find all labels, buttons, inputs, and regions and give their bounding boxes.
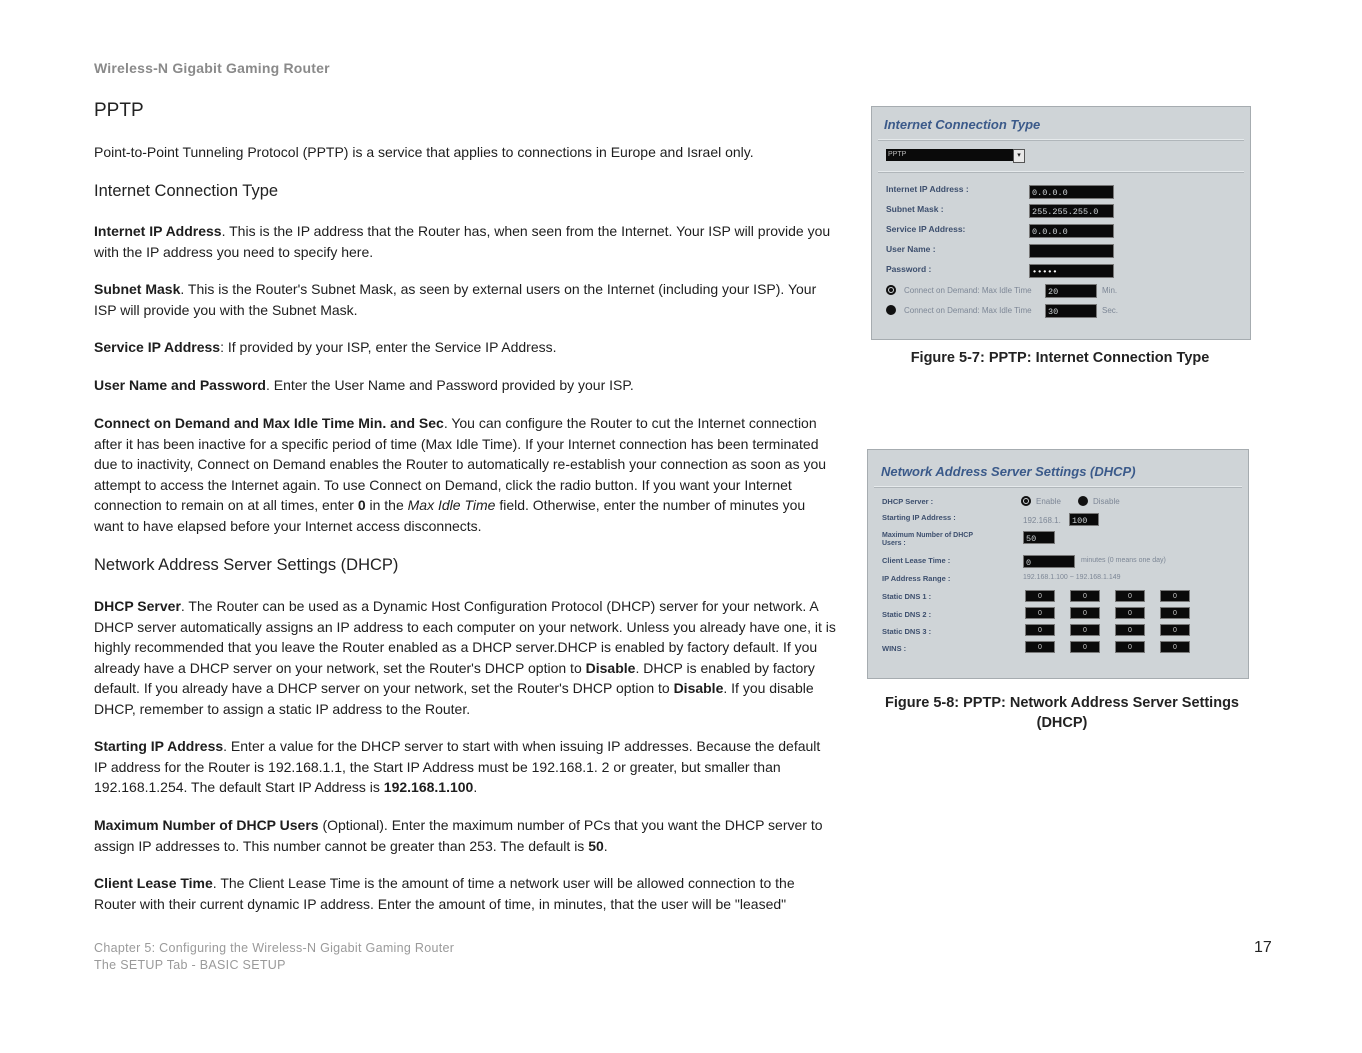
internet-ip-input[interactable]: 0.0.0.0 bbox=[1029, 185, 1114, 199]
label-user-name: User Name : bbox=[886, 244, 936, 254]
figure-internet-connection-type bbox=[871, 106, 1251, 340]
label-password: Password : bbox=[886, 264, 932, 274]
term-max-dhcp-users: Maximum Number of DHCP Users bbox=[94, 817, 319, 833]
label-subnet-mask: Subnet Mask : bbox=[886, 204, 944, 214]
label-static-dns-3: Static DNS 3 : bbox=[882, 627, 932, 636]
redial-sec-input[interactable]: 30 bbox=[1045, 304, 1097, 318]
page-number: 17 bbox=[1254, 939, 1272, 956]
para-service-ip bbox=[94, 337, 836, 358]
para-dhcp-server bbox=[94, 596, 836, 719]
dns3-octet[interactable]: 0 bbox=[1070, 624, 1100, 636]
text: : If provided by your ISP, enter the Service IP Address. bbox=[220, 339, 557, 355]
value-zero: 0 bbox=[357, 497, 366, 513]
label-dhcp-server: DHCP Server : bbox=[882, 497, 934, 506]
wins-octet[interactable]: 0 bbox=[1160, 641, 1190, 653]
unit-min: Min. bbox=[1102, 286, 1118, 295]
value-disable: Disable bbox=[585, 659, 636, 676]
label-keep-alive: Connect on Demand: Max Idle Time bbox=[904, 306, 1032, 315]
value-default-start-ip: 192.168.1.100 bbox=[383, 779, 474, 795]
service-ip-input[interactable]: 0.0.0.0 bbox=[1029, 224, 1114, 238]
label-starting-ip: Starting IP Address : bbox=[882, 513, 956, 522]
label-static-dns-2: Static DNS 2 : bbox=[882, 610, 932, 619]
figure-caption-5-8: Figure 5-8: PPTP: Network Address Server Settings (DHCP) bbox=[884, 695, 1239, 731]
dns1-octet[interactable]: 0 bbox=[1070, 590, 1100, 602]
figure-title: Network Address Server Settings (DHCP) bbox=[881, 464, 1136, 479]
text: . This is the IP address that the Router has, when seen from the Internet. Your ISP will provide you with the IP address you need to specify here. bbox=[94, 223, 831, 260]
dns2-octet[interactable]: 0 bbox=[1115, 607, 1145, 619]
para-starting-ip bbox=[94, 736, 836, 798]
term-subnet-mask: Subnet Mask bbox=[94, 281, 181, 297]
divider bbox=[878, 139, 1244, 141]
dns2-octet[interactable]: 0 bbox=[1070, 607, 1100, 619]
wins-row bbox=[1025, 641, 1190, 653]
heading-network-address-server-settings: Network Address Server Settings (DHCP) bbox=[94, 556, 399, 574]
term-user-name: User Name and Password bbox=[94, 377, 266, 393]
label-internet-ip: Internet IP Address : bbox=[886, 184, 969, 194]
text: (Optional). Enter the maximum number of PCs that you want the DHCP server to assign IP addresses to. This number cannot be greater than 253. The default is bbox=[94, 817, 823, 854]
page-footer bbox=[94, 940, 454, 974]
lease-time-note: minutes (0 means one day) bbox=[1081, 557, 1166, 564]
starting-ip-input[interactable]: 100 bbox=[1069, 513, 1099, 526]
para-max-dhcp-users bbox=[94, 815, 836, 856]
text: field. Otherwise, enter the number of minutes you want to have elapsed before your Internet access disconnects. bbox=[94, 497, 806, 534]
text: . This is the Router's Subnet Mask, as seen by external users on the Internet (including your ISP). Your ISP will provide you with the Subnet Mask. bbox=[94, 281, 817, 318]
label-disable: Disable bbox=[1093, 497, 1120, 506]
term-internet-ip: Internet IP Address bbox=[94, 223, 222, 239]
ip-range-value: 192.168.1.100 ~ 192.168.1.149 bbox=[1023, 574, 1121, 581]
heading-internet-connection-type: Internet Connection Type bbox=[94, 182, 279, 200]
wins-octet[interactable]: 0 bbox=[1025, 641, 1055, 653]
text: . The Router can be used as a Dynamic Host Configuration Protocol (DHCP) server for your network. A DHCP server automatically assigns an IP address to each computer on your network. Unless you already have one, it is highly recommended that you leave the Router enabled as a DHCP server.DHCP is enabled by factory default. If you already have a DHCP server on your network, set the Router's DHCP option to bbox=[94, 598, 836, 676]
dns3-octet[interactable]: 0 bbox=[1115, 624, 1145, 636]
dns1-row bbox=[1025, 590, 1190, 602]
text: . Enter the User Name and Password provided by your ISP. bbox=[265, 377, 634, 393]
para-subnet-mask bbox=[94, 279, 836, 320]
starting-ip-prefix: 192.168.1. bbox=[1023, 516, 1061, 525]
text: in the bbox=[365, 497, 408, 513]
term-connect-on-demand: Connect on Demand and Max Idle Time Min. and Sec bbox=[94, 415, 444, 431]
dns-grid bbox=[1025, 590, 1190, 653]
term-client-lease-time: Client Lease Time bbox=[94, 875, 213, 891]
para-internet-ip bbox=[94, 221, 836, 262]
figure-caption-5-7: Figure 5-7: PPTP: Internet Connection Type bbox=[910, 350, 1210, 366]
text: . bbox=[473, 779, 478, 795]
select-value: PPTP bbox=[886, 149, 1013, 161]
text: . You can configure the Router to cut the Internet connection after it has been inactive for a specific period of time (Max Idle Time). If your Internet connection has been terminated due to inactivity, Connect on Demand enables the Router to automatically re-establish your connection as soon as you attempt to access the Internet again. To use Connect on Demand, click the radio button. If you want your Internet connection to remain on at all times, enter bbox=[94, 415, 827, 513]
divider bbox=[878, 171, 1244, 173]
chevron-down-icon[interactable]: ▾ bbox=[1013, 149, 1025, 163]
dns3-row bbox=[1025, 624, 1190, 636]
radio-disable[interactable] bbox=[1078, 496, 1088, 506]
dns1-octet[interactable]: 0 bbox=[1160, 590, 1190, 602]
para-user-name bbox=[94, 375, 836, 396]
subnet-mask-input[interactable]: 255.255.255.0 bbox=[1029, 204, 1114, 218]
dns2-octet[interactable]: 0 bbox=[1025, 607, 1055, 619]
wins-octet[interactable]: 0 bbox=[1070, 641, 1100, 653]
footer-chapter: Chapter 5: Configuring the Wireless-N Gigabit Gaming Router bbox=[94, 941, 455, 955]
label-service-ip: Service IP Address: bbox=[886, 224, 966, 234]
dns1-octet[interactable]: 0 bbox=[1025, 590, 1055, 602]
lease-time-input[interactable]: 0 bbox=[1023, 555, 1075, 568]
max-users-input[interactable]: 50 bbox=[1023, 531, 1055, 544]
term-starting-ip: Starting IP Address bbox=[94, 738, 224, 754]
text: . If you disable DHCP, remember to assign a static IP address to the Router. bbox=[94, 680, 814, 717]
value-default-max: 50 bbox=[588, 837, 604, 854]
divider bbox=[874, 486, 1242, 488]
radio-keep-alive[interactable] bbox=[886, 305, 896, 315]
figure-network-address-server-settings bbox=[867, 449, 1249, 679]
term-service-ip: Service IP Address bbox=[94, 339, 221, 355]
label-connect-on-demand: Connect on Demand: Max Idle Time bbox=[904, 286, 1032, 295]
connection-type-select[interactable] bbox=[886, 149, 1025, 163]
user-name-input[interactable] bbox=[1029, 244, 1114, 258]
running-head: Wireless-N Gigabit Gaming Router bbox=[94, 60, 330, 76]
dns2-row bbox=[1025, 607, 1190, 619]
radio-connect-on-demand[interactable] bbox=[886, 285, 896, 295]
term-dhcp-server: DHCP Server bbox=[94, 598, 181, 614]
pptp-intro: Point-to-Point Tunneling Protocol (PPTP) is a service that applies to connections in Europe and Israel only. bbox=[94, 144, 754, 160]
label-ip-range: IP Address Range : bbox=[882, 574, 951, 583]
text: . Enter a value for the DHCP server to start with when issuing IP addresses. Because the default IP address for the Router is 192.168.1.1, the Start IP Address must be 192.168.1. 2 or greater, but smaller than 192.168.1.254. The default Start IP Address is bbox=[94, 738, 821, 795]
wins-octet[interactable]: 0 bbox=[1115, 641, 1145, 653]
dns3-octet[interactable]: 0 bbox=[1160, 624, 1190, 636]
value-disable: Disable bbox=[673, 680, 724, 696]
label-max-dhcp-users: Maximum Number of DHCP Users : bbox=[882, 532, 973, 547]
label-client-lease-time: Client Lease Time : bbox=[882, 556, 951, 565]
max-idle-min-input[interactable]: 20 bbox=[1045, 284, 1097, 298]
footer-section: The SETUP Tab - BASIC SETUP bbox=[94, 958, 286, 972]
text: . DHCP is enabled by factory default. If you already have a DHCP server on your network, set the Router's DHCP option to bbox=[94, 659, 815, 696]
dns1-octet[interactable]: 0 bbox=[1115, 590, 1145, 602]
section-title-pptp: PPTP bbox=[94, 100, 144, 121]
text: . bbox=[603, 837, 608, 854]
label-wins: WINS : bbox=[882, 644, 907, 653]
dns2-octet[interactable]: 0 bbox=[1160, 607, 1190, 619]
para-client-lease-time bbox=[94, 873, 836, 914]
dns3-octet[interactable]: 0 bbox=[1025, 624, 1055, 636]
text: . The Client Lease Time is the amount of time a network user will be allowed connection to the Router with their current dynamic IP address. Enter the amount of time, in minutes, that the user will be "leased" bbox=[94, 875, 795, 912]
field-name: Max Idle Time bbox=[407, 497, 496, 513]
unit-sec: Sec. bbox=[1102, 306, 1119, 315]
label-static-dns-1: Static DNS 1 : bbox=[882, 592, 932, 601]
label-enable: Enable bbox=[1036, 497, 1061, 506]
figure-title: Internet Connection Type bbox=[884, 117, 1041, 132]
para-connect-on-demand bbox=[94, 413, 836, 536]
radio-enable[interactable] bbox=[1021, 496, 1031, 506]
password-input[interactable]: ••••• bbox=[1029, 264, 1114, 278]
